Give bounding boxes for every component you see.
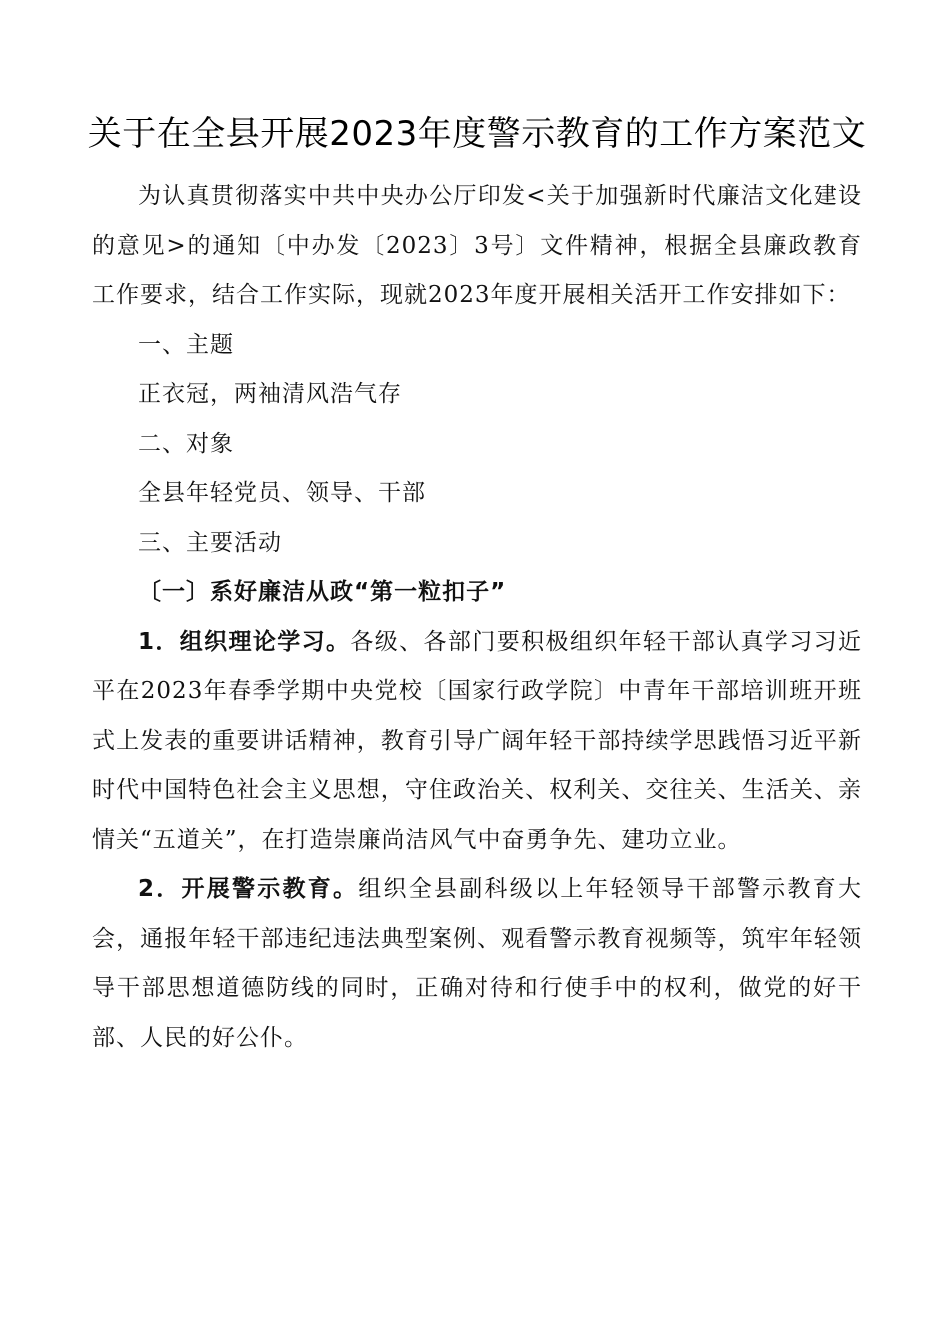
item-lead-study: 1．组织理论学习。: [138, 628, 351, 655]
section-heading-activities: 三、主要活动: [138, 529, 282, 556]
item-lead-warning: 2．开展警示教育。: [138, 876, 359, 902]
document-page: [87, 108, 867, 1063]
item-text-warning: 组织全县副科级以上年轻领导干部警示教育大会，通报年轻干部违纪违法典型案例、观看警示教育视频等，筑牢年轻领导干部思想道德防线的同时，正确对待和行使手中的权利，做党的好干部、人民的好公仆。: [92, 876, 862, 1051]
item-paragraph-study: [92, 618, 862, 866]
intro-paragraph: 为认真贯彻落实中共中央办公厅印发<关于加强新时代廉洁文化建设的意见>的通知〔中办发〔2023〕3号〕文件精神，根据全县廉政教育工作要求，结合工作实际，现就2023年度开展相关活开工作安排如下：: [92, 183, 862, 308]
section-body-target: 全县年轻党员、领导、干部: [138, 480, 426, 506]
item-text-study: 各级、各部门要积极组织年轻干部认真学习习近平在2023年春季学期中央党校〔国家行政学院〕中青年干部培训班开班式上发表的重要讲话精神，教育引导广阔年轻干部持续学思践悟习近平新时代中国特色社会主义思想，守住政治关、权利关、交往关、生活关、亲情关“五道关”，在打造崇廉尚洁风气中奋勇争先、建功立业。: [92, 628, 862, 853]
document-title: 关于在全县开展2023年度警示教育的工作方案范文: [87, 114, 867, 154]
section-heading-theme: 一、主题: [138, 331, 234, 358]
subsection-title: 〔一〕系好廉洁从政“第一粒扣子”: [138, 579, 507, 605]
section-body-theme: 正衣冠，两袖清风浩气存: [138, 381, 402, 407]
section-heading-target: 二、对象: [138, 430, 234, 457]
item-paragraph-warning: [92, 865, 862, 1063]
